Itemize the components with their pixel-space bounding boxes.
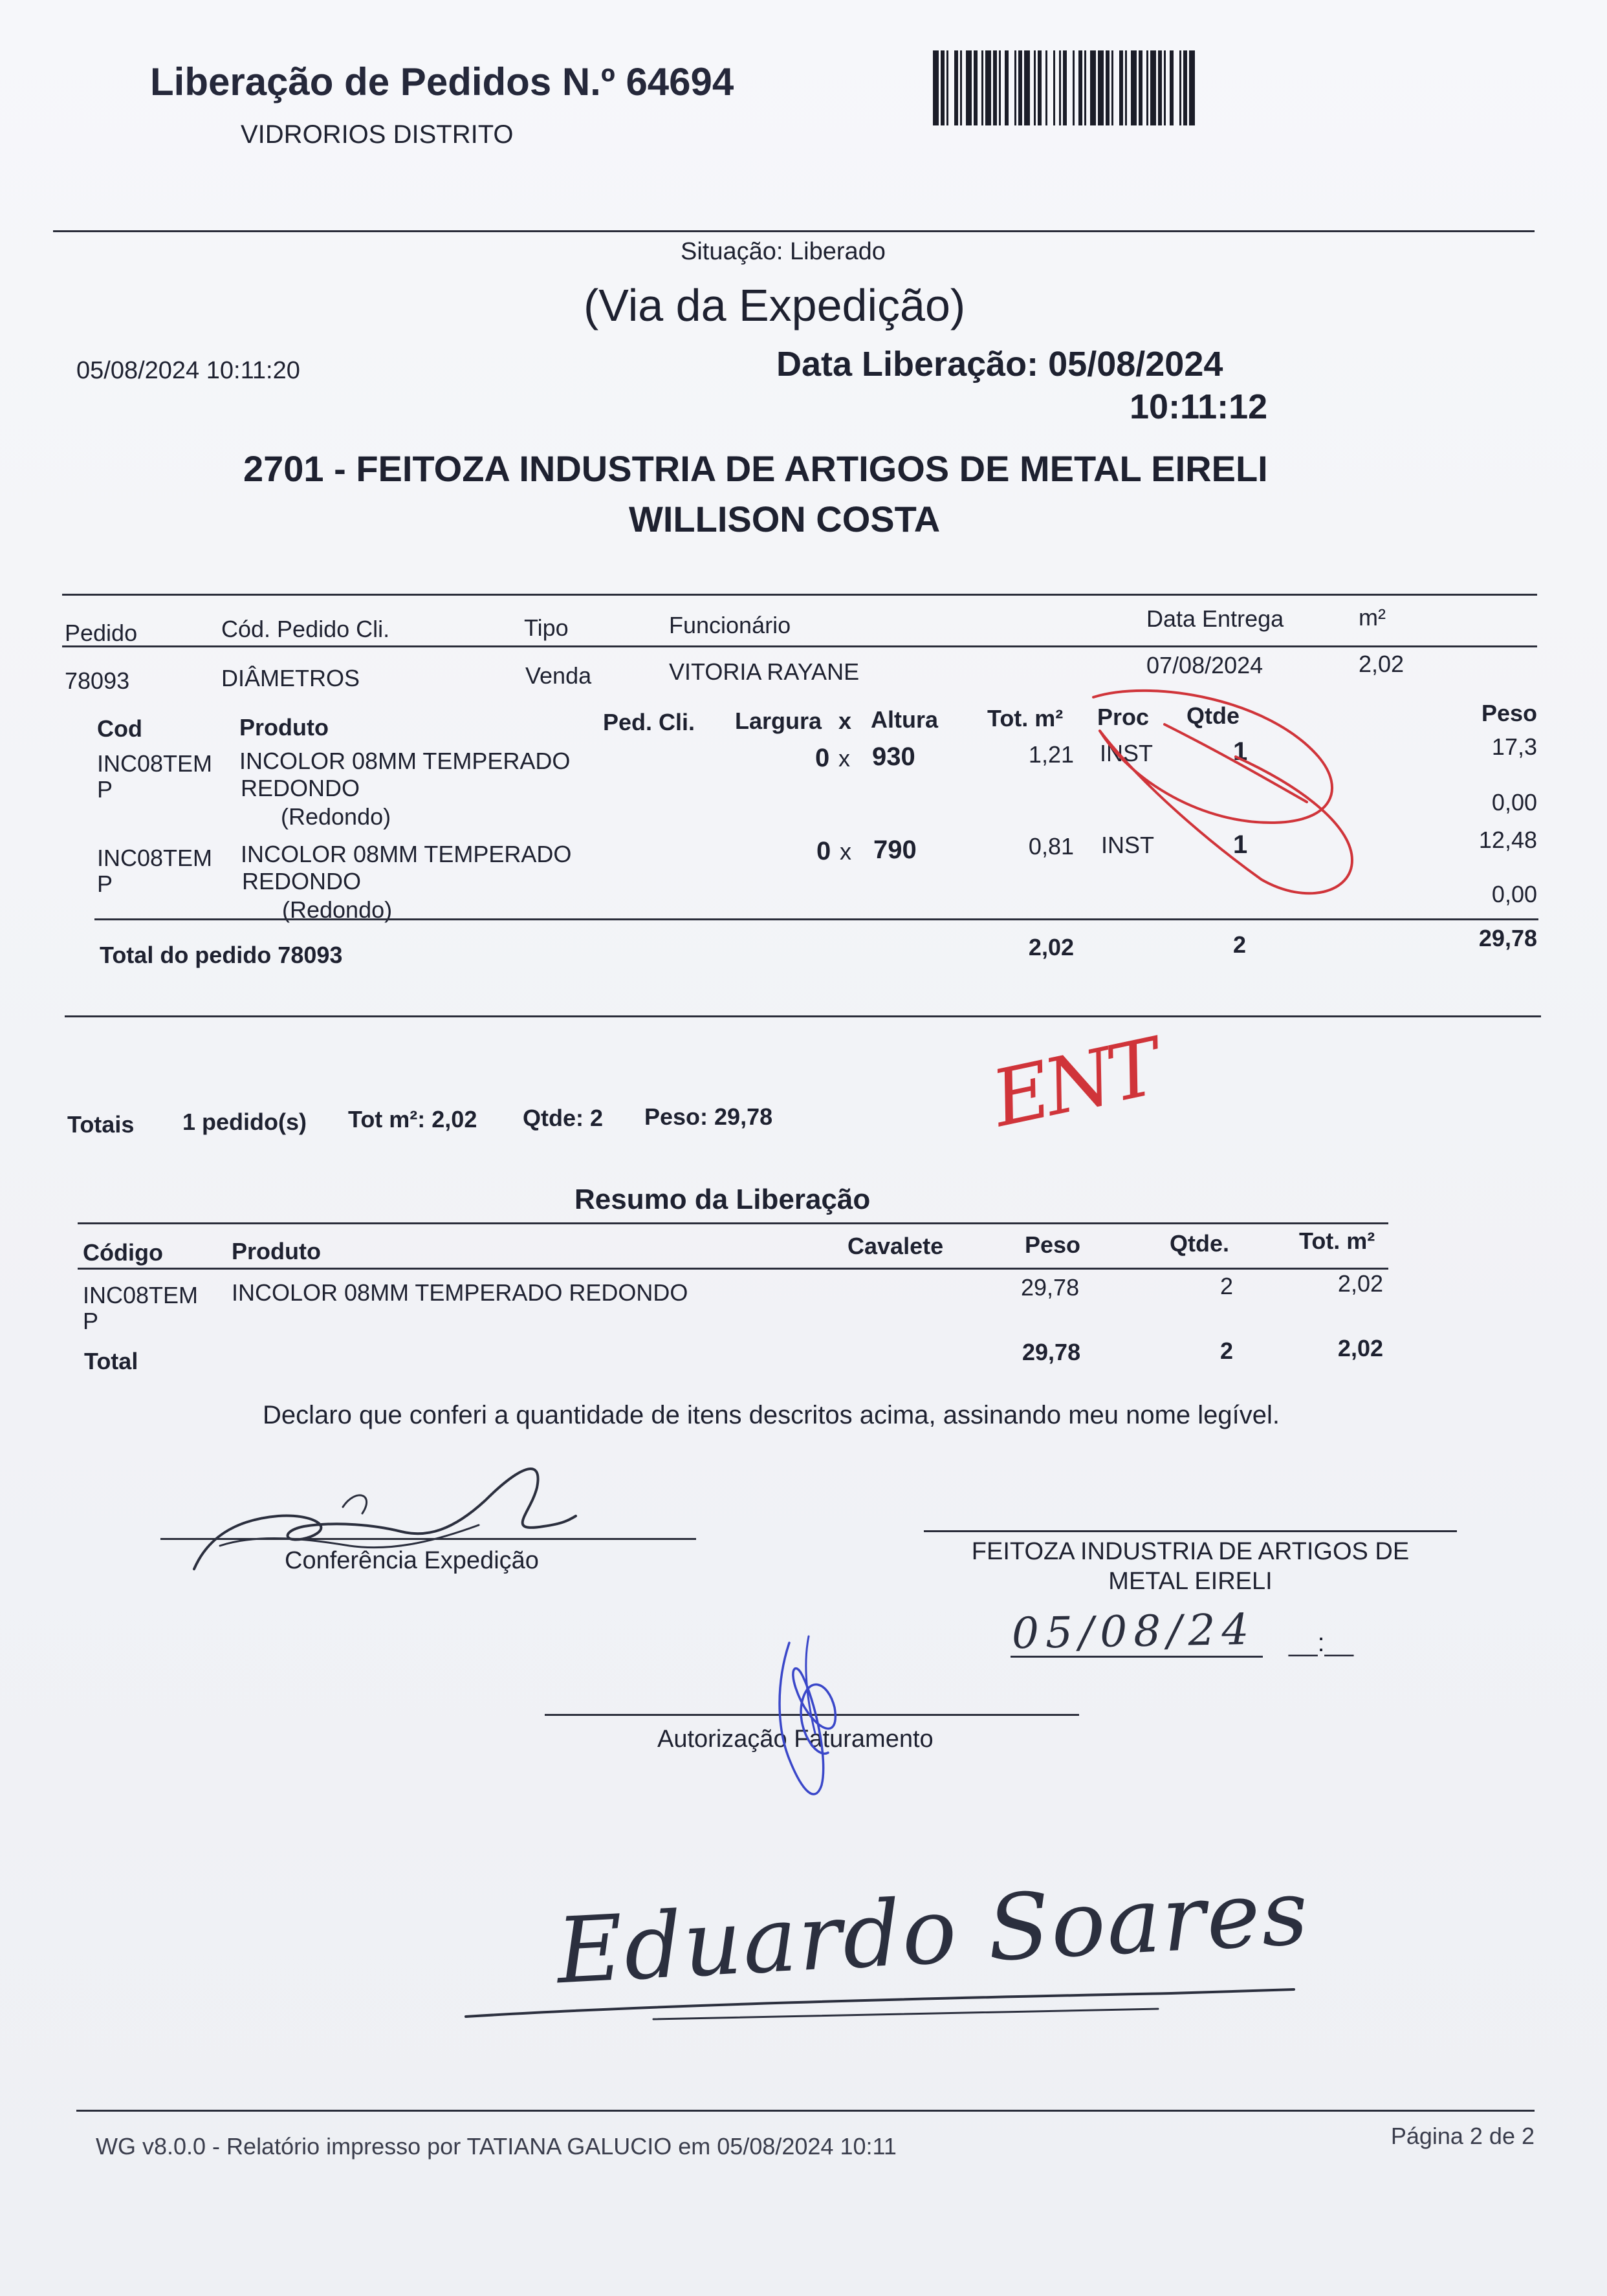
summary-total-peso: 29,78 — [1022, 1339, 1081, 1365]
item-1-produto: INCOLOR 08MM TEMPERADO — [239, 748, 571, 774]
declaration-text: Declaro que conferi a quantidade de itens descritos acima, assinando meu nome legível. — [263, 1401, 1280, 1429]
company-signature-name: FEITOZA INDUSTRIA DE ARTIGOS DE — [971, 1538, 1410, 1565]
summary-col-cavalete: Cavalete — [847, 1233, 944, 1259]
copy-designation: (Via da Expedição) — [584, 280, 966, 330]
order-number: 78093 — [65, 667, 130, 694]
item-2-peso: 12,48 — [1478, 827, 1537, 853]
release-date: Data Liberação: 05/08/2024 — [776, 345, 1223, 384]
red-check-mark — [1074, 686, 1372, 905]
status-text: Situação: Liberado — [681, 238, 886, 265]
footer-rule — [76, 2110, 1535, 2112]
handwritten-signature-name: Eduardo Soares — [554, 1859, 1312, 2005]
col-header-funcionario: Funcionário — [669, 612, 791, 638]
item-2-tot-m2: 0,81 — [1028, 833, 1074, 860]
item-1-largura: 0 — [815, 744, 830, 772]
col-header-pedido: Pedido — [65, 620, 138, 646]
item-col-peso: Peso — [1481, 700, 1537, 726]
item-col-proc: Proc — [1097, 704, 1150, 730]
conferencia-signature — [181, 1449, 595, 1578]
item-2-largura: 0 — [816, 837, 831, 865]
order-type: Venda — [525, 662, 592, 689]
page-number: Página 2 de 2 — [1390, 2123, 1535, 2149]
document-title: Liberação de Pedidos N.º 64694 — [150, 60, 734, 103]
item-2-produto: INCOLOR 08MM TEMPERADO — [241, 841, 572, 867]
item-2-proc: INST — [1101, 832, 1155, 858]
time-field: __:__ — [1289, 1629, 1354, 1657]
order-table-header-rule — [62, 645, 1537, 647]
release-time: 10:11:12 — [1130, 387, 1268, 426]
summary-row-codigo-cont: P — [83, 1308, 99, 1334]
col-header-data-entrega: Data Entrega — [1146, 605, 1284, 632]
summary-col-codigo: Código — [83, 1239, 163, 1266]
item-col-cod: Cod — [97, 715, 142, 742]
item-1-peso: 17,3 — [1491, 733, 1537, 760]
company-signature-line — [924, 1530, 1457, 1532]
item-col-altura: Altura — [871, 706, 939, 733]
company-signature-name-cont: METAL EIRELI — [1108, 1568, 1273, 1595]
item-col-produto: Produto — [239, 714, 329, 741]
autorizacao-label: Autorização Faturamento — [657, 1726, 934, 1753]
item-col-largura: Largura — [735, 708, 822, 734]
item-1-cod: INC08TEM — [97, 750, 213, 777]
order-total-label: Total do pedido 78093 — [100, 942, 343, 968]
order-employee: VITORIA RAYANE — [669, 658, 860, 685]
handwritten-signature-underline — [459, 1966, 1300, 2024]
summary-col-produto: Produto — [232, 1238, 321, 1264]
order-table-top-rule — [62, 594, 1537, 596]
item-2-cod-cont: P — [97, 871, 113, 897]
order-total-peso: 29,78 — [1478, 925, 1537, 951]
item-col-x: x — [838, 708, 852, 734]
summary-col-peso: Peso — [1025, 1231, 1081, 1258]
summary-row-qtde: 2 — [1220, 1273, 1234, 1299]
order-m2: 2,02 — [1359, 651, 1405, 677]
item-col-qtde: Qtde — [1186, 702, 1240, 729]
order-client-code: DIÂMETROS — [221, 665, 360, 691]
totals-peso: Peso: 29,78 — [644, 1103, 773, 1130]
item-1-produto-cont: REDONDO — [241, 775, 360, 801]
item-2-qtde: 1 — [1233, 830, 1248, 859]
handwritten-date: 05/08/24 — [1011, 1604, 1256, 1659]
col-header-m2: m² — [1359, 604, 1386, 631]
item-1-altura: 930 — [872, 742, 915, 771]
summary-row-codigo: INC08TEM — [83, 1282, 199, 1308]
item-2-detail: (Redondo) — [282, 896, 393, 923]
item-1-cod-cont: P — [97, 776, 113, 803]
order-total-qtde: 2 — [1233, 931, 1247, 958]
summary-top-rule — [78, 1222, 1388, 1224]
summary-total-label: Total — [84, 1348, 138, 1374]
order-total-rule — [94, 918, 1538, 920]
summary-header-rule — [78, 1268, 1388, 1270]
item-1-tot-m2: 1,21 — [1028, 741, 1074, 768]
item-1-peso-extra: 0,00 — [1491, 789, 1537, 816]
item-2-x: x — [840, 838, 851, 865]
barcode-image — [933, 50, 1198, 125]
summary-row-produto: INCOLOR 08MM TEMPERADO REDONDO — [232, 1279, 688, 1306]
item-2-cod: INC08TEM — [97, 845, 213, 871]
item-1-qtde: 1 — [1233, 737, 1248, 766]
order-delivery-date: 07/08/2024 — [1146, 652, 1263, 678]
totals-qtde: Qtde: 2 — [523, 1105, 604, 1131]
handwritten-note: ENT — [985, 1023, 1165, 1145]
summary-col-qtde: Qtde. — [1170, 1230, 1230, 1257]
header-divider — [53, 230, 1535, 232]
customer-contact: WILLISON COSTA — [629, 499, 941, 539]
item-2-altura: 790 — [873, 836, 917, 864]
item-col-ped-cli: Ped. Cli. — [603, 709, 695, 735]
summary-title: Resumo da Liberação — [574, 1184, 871, 1215]
company-name: VIDRORIOS DISTRITO — [241, 120, 514, 149]
item-1-detail: (Redondo) — [281, 803, 391, 830]
print-timestamp: 05/08/2024 10:11:20 — [76, 357, 300, 384]
footer-print-info: WG v8.0.0 - Relatório impresso por TATIANA GALUCIO em 05/08/2024 10:11 — [96, 2133, 897, 2160]
totals-orders: 1 pedido(s) — [182, 1109, 307, 1135]
autorizacao-signature — [763, 1630, 854, 1804]
customer-name: 2701 - FEITOZA INDUSTRIA DE ARTIGOS DE METAL EIRELI — [243, 448, 1268, 489]
order-total-m2: 2,02 — [1028, 934, 1074, 960]
item-col-tot-m2: Tot. m² — [987, 705, 1064, 731]
summary-row-tot-m2: 2,02 — [1337, 1270, 1383, 1297]
summary-col-tot-m2: Tot. m² — [1299, 1228, 1375, 1254]
summary-row-peso: 29,78 — [1021, 1274, 1080, 1301]
conferencia-label: Conferência Expedição — [285, 1547, 539, 1574]
totals-m2: Tot m²: 2,02 — [348, 1106, 477, 1132]
totals-label: Totais — [67, 1111, 135, 1138]
summary-total-qtde: 2 — [1220, 1338, 1234, 1364]
item-1-proc: INST — [1100, 740, 1153, 766]
totals-divider — [65, 1015, 1541, 1017]
item-2-produto-cont: REDONDO — [242, 868, 362, 894]
item-2-peso-extra: 0,00 — [1491, 881, 1537, 907]
handwritten-date-underline — [1011, 1656, 1263, 1658]
col-header-tipo: Tipo — [524, 614, 569, 641]
col-header-cod-pedido-cli: Cód. Pedido Cli. — [221, 616, 390, 642]
summary-total-tot-m2: 2,02 — [1337, 1335, 1383, 1361]
item-1-x: x — [838, 745, 850, 772]
